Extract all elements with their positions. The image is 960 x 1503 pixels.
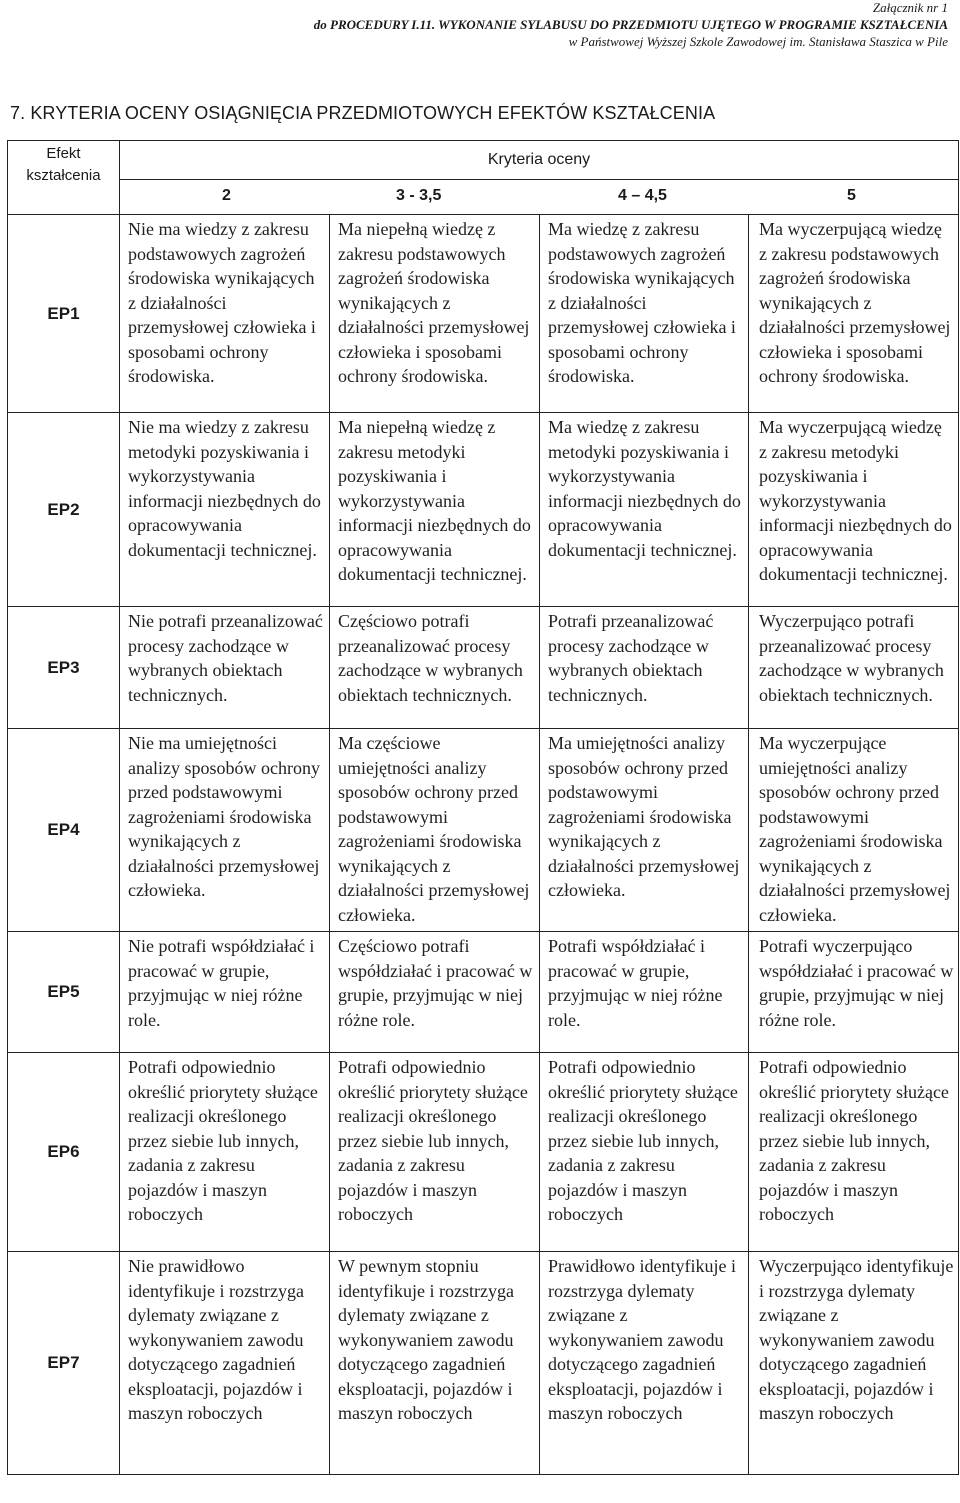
criterion-grade-4: Ma wiedzę z zakresu metodyki pozyskiwania i wykorzystywania informacji niezbędnych do opracowywania dokumentacji technicznej.: [540, 413, 749, 607]
criteria-row: [8, 413, 959, 607]
efekt-code: EP5: [8, 932, 120, 1053]
criterion-grade-3: Ma niepełną wiedzę z zakresu metodyki pozyskiwania i wykorzystywania informacji niezbędnych do opracowywania dokumentacji technicznej.: [330, 413, 540, 607]
procedure-title: do PROCEDURY I.11. WYKONANIE SYLABUSU DO PRZEDMIOTU UJĘTEGO W PROGRAMIE KSZTAŁCENIA: [313, 17, 948, 32]
efekt-code: EP6: [8, 1053, 120, 1252]
efekt-header: Efekt kształcenia: [8, 141, 120, 215]
efekt-code: EP3: [8, 607, 120, 729]
efekt-code: EP1: [8, 215, 120, 413]
attachment-label: Załącznik nr 1: [872, 0, 948, 15]
criterion-grade-4: Ma umiejętności analizy sposobów ochrony przed podstawowymi zagrożeniami środowiska wynikających z działalności przemysłowej człowieka.: [540, 729, 749, 932]
criterion-grade-3: Ma częściowe umiejętności analizy sposobów ochrony przed podstawowymi zagrożeniami środowiska wynikających z działalności przemysłowej człowieka.: [330, 729, 540, 932]
criteria-row: [8, 607, 959, 729]
grade-3: 3 - 3,5: [396, 187, 442, 204]
grade-2: 2: [222, 187, 231, 204]
institution-name: w Państwowej Wyższej Szkole Zawodowej im. Stanisława Staszica w Pile: [568, 34, 948, 49]
kryteria-header: Kryteria oceny: [120, 141, 959, 180]
criteria-row: [8, 1252, 959, 1475]
grades-row: [120, 180, 959, 215]
criterion-grade-4: Potrafi współdziałać i pracować w grupie, przyjmując w niej różne role.: [540, 932, 749, 1053]
section-title: 7. KRYTERIA OCENY OSIĄGNIĘCIA PRZEDMIOTOWYCH EFEKTÓW KSZTAŁCENIA: [10, 103, 716, 123]
criteria-table: [7, 140, 959, 1475]
criterion-grade-2: Nie ma wiedzy z zakresu metodyki pozyskiwania i wykorzystywania informacji niezbędnych do opracowywania dokumentacji technicznej.: [120, 413, 330, 607]
efekt-code: EP4: [8, 729, 120, 932]
document-header: [314, 0, 948, 50]
criterion-grade-2: Nie ma umiejętności analizy sposobów ochrony przed podstawowymi zagrożeniami środowiska wynikających z działalności przemysłowej człowieka.: [120, 729, 330, 932]
criteria-row: [8, 1053, 959, 1252]
criterion-grade-3: Potrafi odpowiednio określić priorytety służące realizacji określonego przez siebie lub innych, zadania z zakresu pojazdów i maszyn roboczych: [330, 1053, 540, 1252]
efekt-code: EP2: [8, 413, 120, 607]
grade-5: 5: [847, 187, 856, 204]
criterion-grade-5: Wyczerpująco potrafi przeanalizować procesy zachodzące w wybranych obiektach technicznych.: [749, 607, 959, 729]
criterion-grade-5: Potrafi wyczerpująco współdziałać i pracować w grupie, przyjmując w niej różne role.: [749, 932, 959, 1053]
criterion-grade-5: Wyczerpująco identyfikuje i rozstrzyga dylematy związane z wykonywaniem zawodu dotyczącego zagadnień eksploatacji, pojazdów i maszyn roboczych: [749, 1252, 959, 1475]
criteria-row: [8, 729, 959, 932]
grade-4: 4 – 4,5: [618, 187, 667, 204]
criterion-grade-2: Nie prawidłowo identyfikuje i rozstrzyga dylematy związane z wykonywaniem zawodu dotyczącego zagadnień eksploatacji, pojazdów i maszyn roboczych: [120, 1252, 330, 1475]
criterion-grade-5: Ma wyczerpującą wiedzę z zakresu podstawowych zagrożeń środowiska wynikających z działalności przemysłowej człowieka i sposobami ochrony środowiska.: [749, 215, 959, 413]
criterion-grade-4: Prawidłowo identyfikuje i rozstrzyga dylematy związane z wykonywaniem zawodu dotyczącego zagadnień eksploatacji, pojazdów i maszyn roboczych: [540, 1252, 749, 1475]
criteria-row: [8, 215, 959, 413]
criterion-grade-2: Nie potrafi współdziałać i pracować w grupie, przyjmując w niej różne role.: [120, 932, 330, 1053]
criterion-grade-2: Nie potrafi przeanalizować procesy zachodzące w wybranych obiektach technicznych.: [120, 607, 330, 729]
criterion-grade-3: Ma niepełną wiedzę z zakresu podstawowych zagrożeń środowiska wynikających z działalności przemysłowej człowieka i sposobami ochrony środowiska.: [330, 215, 540, 413]
criterion-grade-2: Potrafi odpowiednio określić priorytety służące realizacji określonego przez siebie lub innych, zadania z zakresu pojazdów i maszyn roboczych: [120, 1053, 330, 1252]
criterion-grade-3: Częściowo potrafi współdziałać i pracować w grupie, przyjmując w niej różne role.: [330, 932, 540, 1053]
criterion-grade-4: Potrafi przeanalizować procesy zachodzące w wybranych obiektach technicznych.: [540, 607, 749, 729]
criterion-grade-4: Potrafi odpowiednio określić priorytety służące realizacji określonego przez siebie lub innych, zadania z zakresu pojazdów i maszyn roboczych: [540, 1053, 749, 1252]
criterion-grade-3: Częściowo potrafi przeanalizować procesy zachodzące w wybranych obiektach technicznych.: [330, 607, 540, 729]
efekt-code: EP7: [8, 1252, 120, 1475]
criterion-grade-5: Potrafi odpowiednio określić priorytety służące realizacji określonego przez siebie lub innych, zadania z zakresu pojazdów i maszyn roboczych: [749, 1053, 959, 1252]
criterion-grade-5: Ma wyczerpujące umiejętności analizy sposobów ochrony przed podstawowymi zagrożeniami środowiska wynikających z działalności przemysłowej człowieka.: [749, 729, 959, 932]
criterion-grade-5: Ma wyczerpującą wiedzę z zakresu metodyki pozyskiwania i wykorzystywania informacji niezbędnych do opracowywania dokumentacji technicznej.: [749, 413, 959, 607]
criterion-grade-2: Nie ma wiedzy z zakresu podstawowych zagrożeń środowiska wynikających z działalności przemysłowej człowieka i sposobami ochrony środowiska.: [120, 215, 330, 413]
criterion-grade-3: W pewnym stopniu identyfikuje i rozstrzyga dylematy związane z wykonywaniem zawodu dotyczącego zagadnień eksploatacji, pojazdów i maszyn roboczych: [330, 1252, 540, 1475]
criterion-grade-4: Ma wiedzę z zakresu podstawowych zagrożeń środowiska wynikających z działalności przemysłowej człowieka i sposobami ochrony środowiska.: [540, 215, 749, 413]
criteria-row: [8, 932, 959, 1053]
